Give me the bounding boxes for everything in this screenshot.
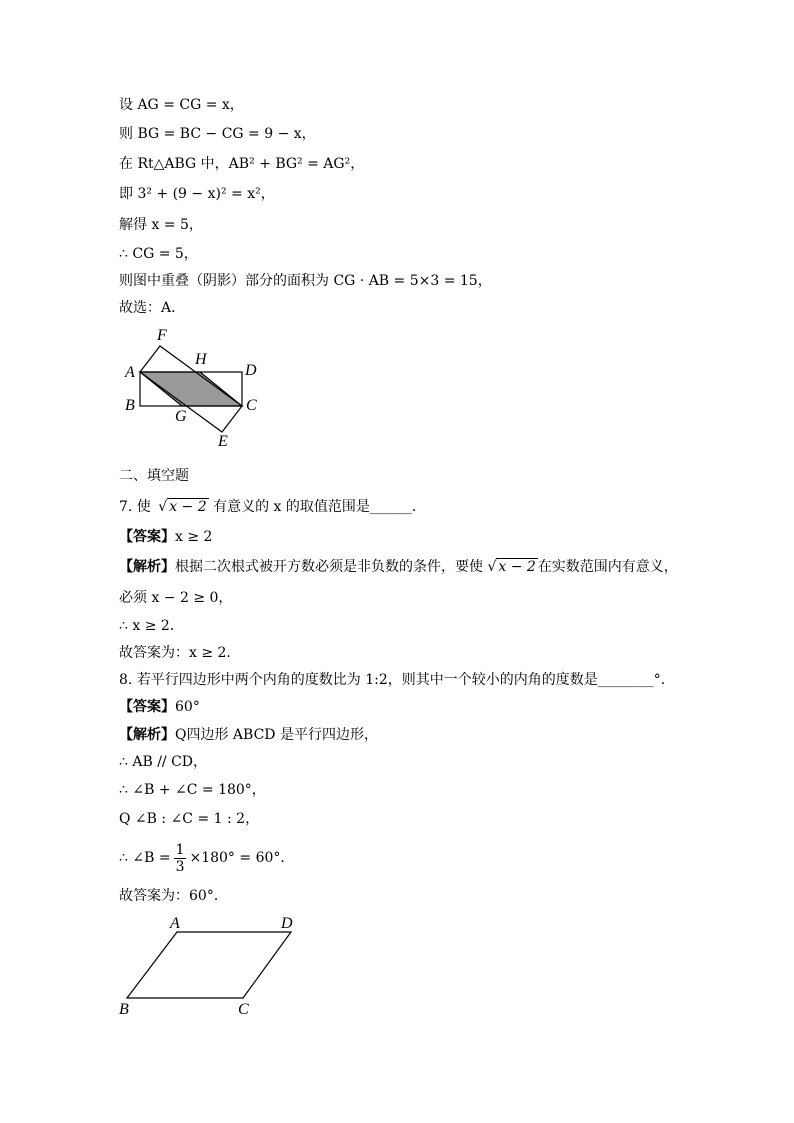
q8-step-1: ∴ AB // CD， xyxy=(119,754,208,770)
sqrt-radical: √ x − 2 xyxy=(487,559,536,575)
solution-line-7: 则图中重叠（阴影）部分的面积为 CG · AB = 5×3 = 15， xyxy=(119,273,492,289)
label-e: E xyxy=(218,433,228,450)
q7-answer xyxy=(119,528,212,546)
solution-line-1: 设 AG = CG = x， xyxy=(119,97,244,113)
label-g: G xyxy=(175,408,187,425)
q8-final-step xyxy=(119,838,294,878)
solution-line-3: 在 Rt△ABG 中，AB² + BG² = AG²， xyxy=(119,156,365,172)
analysis-text: Q四边形 ABCD 是平行四边形， xyxy=(175,727,378,743)
parallelogram-figure xyxy=(115,910,305,1020)
analysis-label: 【解析】 xyxy=(119,559,175,575)
solution-line-5: 解得 x = 5， xyxy=(119,217,203,233)
q8-question: 8. 若平行四边形中两个内角的度数比为 1:2，则其中一个较小的内角的度数是________°． xyxy=(119,672,675,688)
label-a: A xyxy=(125,364,135,381)
analysis-text-post: 在实数范围内有意义， xyxy=(537,559,678,575)
q8-step-3: Q ∠B : ∠C = 1 : 2， xyxy=(119,811,260,827)
label-a: A xyxy=(170,915,180,932)
analysis-label: 【解析】 xyxy=(119,727,175,743)
answer-label: 【答案】 xyxy=(119,529,175,545)
solution-line-2: 则 BG = BC − CG = 9 − x， xyxy=(119,126,316,142)
q8-answer xyxy=(119,698,200,716)
q8-step-2: ∴ ∠B + ∠C = 180°， xyxy=(119,782,266,798)
solution-line-8: 故选：A． xyxy=(119,300,186,316)
q7-question xyxy=(119,498,426,516)
label-b: B xyxy=(119,1001,129,1018)
fraction-denominator: 3 xyxy=(175,858,185,875)
label-d: D xyxy=(281,915,293,932)
answer-value: x ≥ 2 xyxy=(175,529,213,545)
q7-step-1: 必须 x − 2 ≥ 0， xyxy=(119,590,233,606)
q8-analysis xyxy=(119,726,378,744)
fraction-numerator: 1 xyxy=(175,841,185,858)
q7-step-2: ∴ x ≥ 2． xyxy=(119,618,184,634)
rectangle-fold-figure xyxy=(115,320,275,455)
section-title: 二、填空题 xyxy=(119,468,189,484)
solution-line-4: 即 3² + (9 − x)² = x²， xyxy=(119,186,275,202)
answer-label: 【答案】 xyxy=(119,699,175,715)
sqrt-radical: √ x − 2 xyxy=(158,499,207,515)
q7-question-post: 有意义的 x 的取值范围是______． xyxy=(213,499,426,515)
parallelogram-abcd xyxy=(127,932,291,998)
q8-conclusion: 故答案为：60°． xyxy=(119,888,228,904)
label-d: D xyxy=(245,362,257,379)
q7-radicand: x − 2 xyxy=(169,499,207,515)
solution-line-6: ∴ CG = 5， xyxy=(119,246,198,262)
shaded-region xyxy=(140,372,242,406)
fraction xyxy=(174,842,187,875)
label-h: H xyxy=(195,351,207,368)
answer-value: 60° xyxy=(175,699,200,715)
analysis-radicand: x − 2 xyxy=(498,559,536,575)
label-c: C xyxy=(238,1001,249,1018)
label-b: B xyxy=(125,397,135,414)
q7-step-3: 故答案为：x ≥ 2． xyxy=(119,645,241,661)
q7-question-pre: 7. 使 xyxy=(119,499,151,515)
label-c: C xyxy=(246,397,257,414)
label-f: F xyxy=(157,327,167,344)
final-post: ×180° = 60°． xyxy=(189,850,295,866)
q7-analysis xyxy=(119,558,678,576)
analysis-text-pre: 根据二次根式被开方数必须是非负数的条件，要使 xyxy=(175,559,483,575)
final-pre: ∴ ∠B = xyxy=(119,850,171,866)
